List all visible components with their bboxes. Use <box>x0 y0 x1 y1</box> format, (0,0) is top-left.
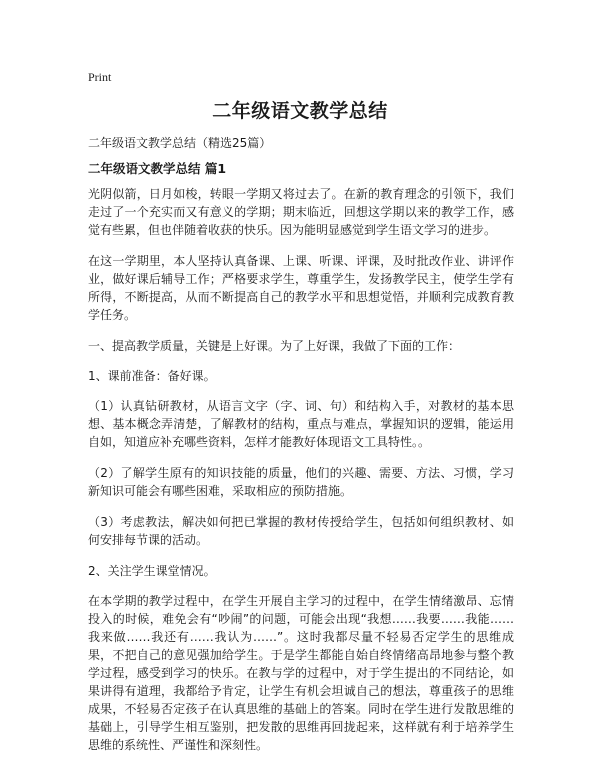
paragraph-intro: 光阴似箭，日月如梭，转眼一学期又将过去了。在新的教育理念的引领下，我们走过了一个充实而又有意义的学期；期末临近，回想这学期以来的教学工作，感觉有些累，但也伴随着收获的快乐。因为能明显感觉到学生语文学习的进步。 <box>88 187 514 237</box>
print-link[interactable]: Print <box>88 70 112 84</box>
paragraph-classroom: 2、关注学生课堂情况。 <box>88 564 216 578</box>
paragraph-item-2: （2）了解学生原有的知识技能的质量，他们的兴趣、需要、方法、习惯，学习新知识可能会有哪些困难，采取相应的预防措施。 <box>88 466 514 498</box>
document-body <box>88 185 514 767</box>
document-subtitle: 二年级语文教学总结（精选25篇） <box>88 136 272 150</box>
paragraph-overview: 在这一学期里，本人坚持认真备课、上课、听课、评课，及时批改作业、讲评作业，做好课后辅导工作；严格要求学生，尊重学生，发扬教学民主，使学生学有所得，不断提高，从而不断提高自己的教学水平和思想觉悟，并顺利完成教育教学任务。 <box>88 254 514 322</box>
paragraph-prep: 1、课前准备：备好课。 <box>88 369 216 383</box>
paragraph-point-one: 一、提高教学质量，关键是上好课。为了上好课，我做了下面的工作： <box>88 339 461 353</box>
section-heading: 二年级语文教学总结 篇1 <box>88 161 227 176</box>
paragraph-item-1: （1）认真钻研教材，从语言文字（字、词、句）和结构入手，对教材的基本思想、基本概念弄清楚，了解教材的结构，重点与难点，掌握知识的逻辑，能运用自如，知道应补充哪些资料，怎样才能教好体现语文工具特性。。 <box>88 399 514 449</box>
paragraph-classroom-detail: 在本学期的教学过程中，在学生开展自主学习的过程中，在学生情绪激昂、忘情投入的时候，难免会有“吵闹”的问题，可能会出现“我想……我要……我能……我来做……我还有……我认为……”。这时我都尽量不轻易否定学生的思维成果，不把自己的意见强加给学生。于是学生都能自始自终情绪高昂地参与整个教学过程，感受到学习的快乐。在教与学的过程中，对于学生提出的不同结论，如果讲得有道理，我都给予肯定，让学生有机会坦诚自己的想法，尊重孩子的思维成果，不轻易否定孩子在认真思维的基础上的答案。同时在学生进行发散思维的基础上，引导学生相互鉴别，把发散的思维再回拢起来，这样就有利于培养学生思维的系统性、严谨性和深刻性。 <box>88 594 514 752</box>
page-title: 二年级语文教学总结 <box>212 100 388 122</box>
paragraph-item-3: （3）考虑教法，解决如何把已掌握的教材传授给学生，包括如何组织教材、如何安排每节课的活动。 <box>88 515 514 547</box>
